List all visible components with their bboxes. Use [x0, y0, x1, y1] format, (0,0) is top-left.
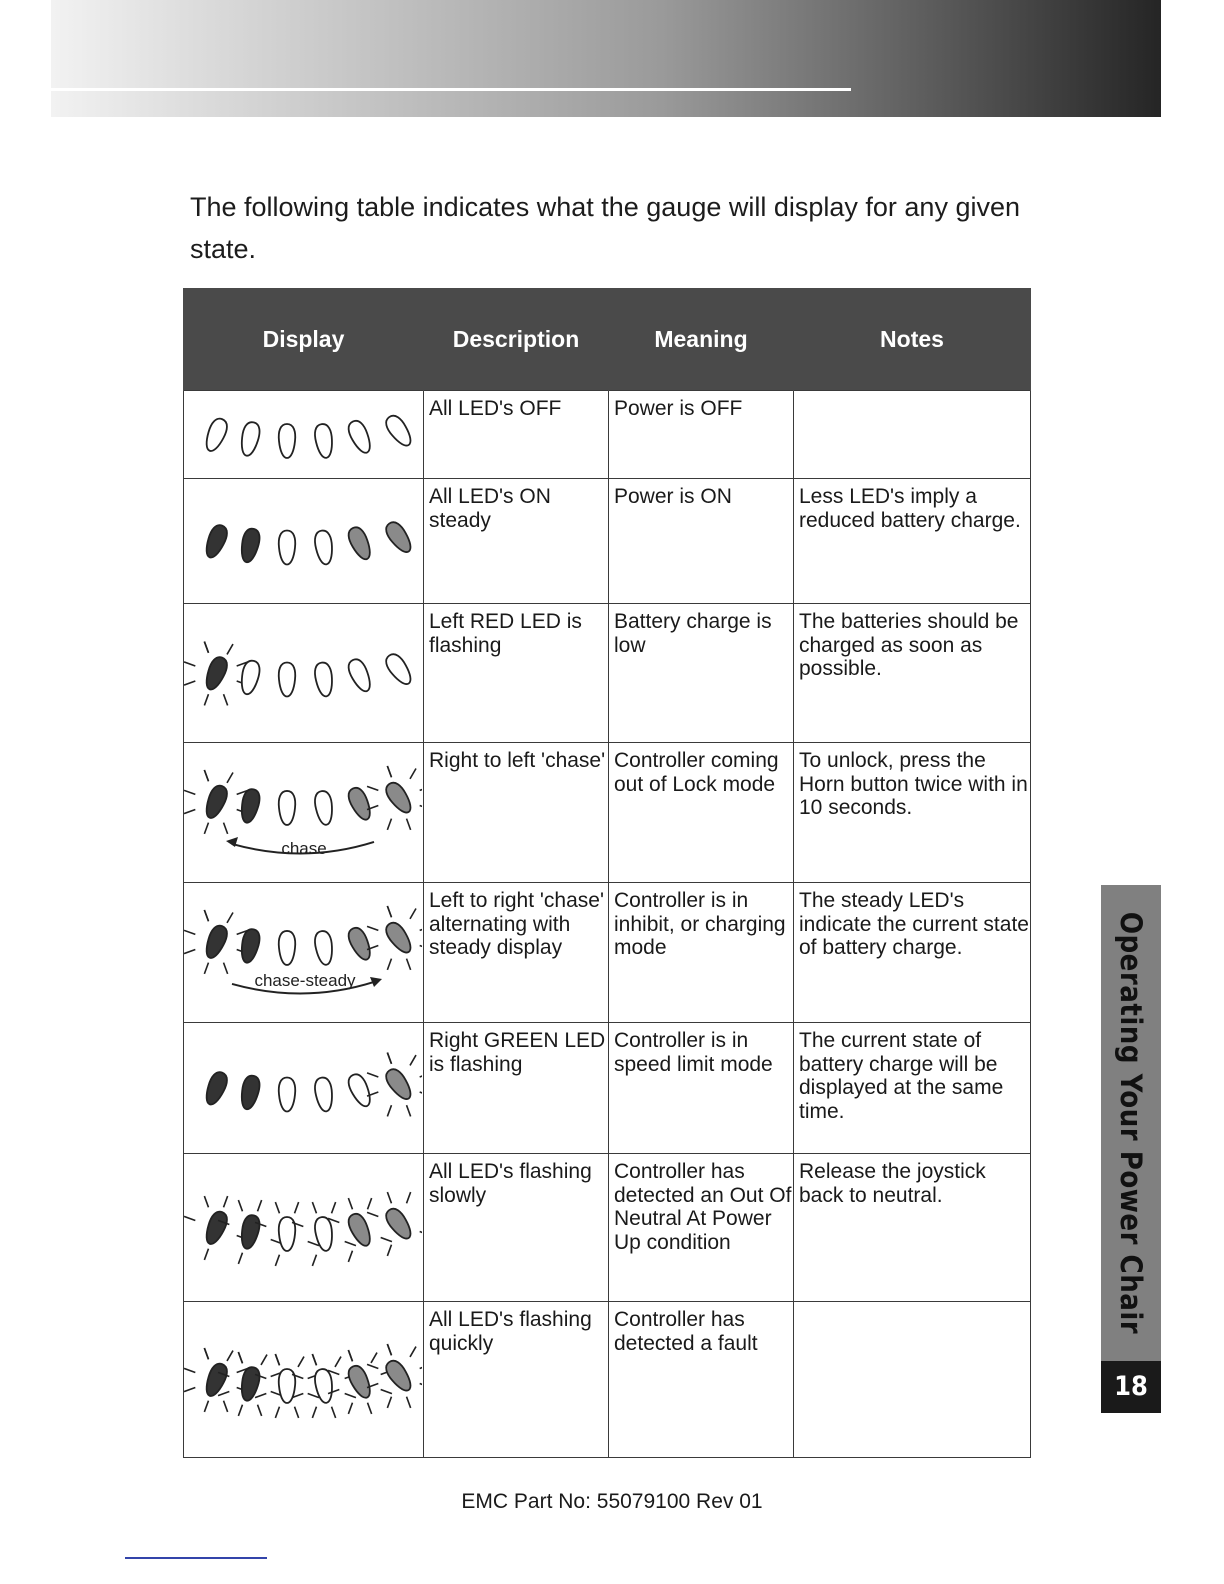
flash-ray-icon — [367, 1212, 378, 1216]
flash-ray-icon — [387, 1396, 391, 1407]
bottom-link-line — [125, 1557, 267, 1559]
flash-ray-icon — [381, 1389, 392, 1393]
flash-ray-icon — [407, 1192, 411, 1203]
led-icon — [382, 518, 415, 555]
flash-ray-icon — [368, 1402, 372, 1413]
flash-ray-icon — [420, 1231, 422, 1235]
flash-ray-icon — [298, 1356, 304, 1366]
meaning-cell: Power is ON — [609, 479, 794, 604]
flash-ray-icon — [312, 1254, 316, 1265]
flash-ray-icon — [258, 1200, 262, 1211]
section-side-tab — [1101, 885, 1161, 1361]
led-gauge-icon — [184, 1303, 422, 1457]
led-icon — [313, 423, 334, 459]
led-icon — [345, 524, 374, 562]
flash-ray-icon — [184, 1368, 195, 1372]
led-icon — [345, 1071, 374, 1109]
led-display-cell — [184, 883, 424, 1023]
flash-ray-icon — [420, 945, 422, 949]
meaning-cell: Battery charge is low — [609, 604, 794, 743]
flash-ray-icon — [348, 1198, 352, 1209]
flash-ray-icon — [218, 1391, 229, 1395]
led-icon — [202, 1069, 230, 1107]
flash-ray-icon — [204, 1248, 208, 1259]
led-icon — [313, 1216, 334, 1252]
led-display-cell — [184, 1023, 424, 1154]
flash-ray-icon — [387, 1344, 391, 1355]
flash-ray-icon — [312, 1406, 316, 1417]
led-icon — [345, 656, 374, 694]
flash-ray-icon — [420, 1383, 422, 1387]
flash-ray-icon — [367, 1072, 378, 1076]
flash-ray-icon — [275, 1254, 279, 1265]
led-gauge-icon — [184, 1024, 422, 1153]
flash-ray-icon — [227, 912, 233, 922]
flash-ray-icon — [407, 958, 411, 969]
flash-ray-icon — [348, 1250, 352, 1261]
flash-ray-icon — [184, 1387, 195, 1391]
notes-cell: To unlock, press the Horn button twice with in 10 seconds. — [794, 743, 1031, 883]
table-row — [184, 1302, 1031, 1458]
flash-ray-icon — [387, 1244, 391, 1255]
flash-ray-icon — [332, 1202, 336, 1213]
led-icon — [238, 420, 261, 457]
flash-ray-icon — [345, 1241, 356, 1245]
flash-ray-icon — [407, 1396, 411, 1407]
flash-ray-icon — [420, 926, 422, 930]
flash-ray-icon — [295, 1202, 299, 1213]
table-row — [184, 883, 1031, 1023]
flash-ray-icon — [420, 786, 422, 790]
table-row — [184, 479, 1031, 604]
table-row — [184, 743, 1031, 883]
header-description: Description — [424, 288, 609, 391]
led-display-cell — [184, 1154, 424, 1302]
flash-ray-icon — [204, 641, 208, 652]
flash-ray-icon — [184, 949, 195, 953]
led-gauge-icon — [184, 480, 422, 603]
flash-ray-icon — [410, 908, 416, 918]
notes-cell: Less LED's imply a reduced battery charge. — [794, 479, 1031, 604]
flash-ray-icon — [420, 1072, 422, 1076]
flash-ray-icon — [261, 1354, 267, 1364]
header-rule — [51, 88, 851, 91]
led-icon — [313, 789, 334, 825]
table-row — [184, 604, 1031, 743]
notes-cell — [794, 391, 1031, 479]
flash-ray-icon — [275, 1202, 279, 1213]
led-icon — [382, 779, 415, 816]
led-display-cell — [184, 743, 424, 883]
led-icon — [382, 412, 415, 449]
flash-ray-icon — [371, 1352, 377, 1362]
flash-ray-icon — [184, 681, 195, 685]
flash-ray-icon — [238, 1252, 242, 1263]
flash-ray-icon — [420, 1364, 422, 1368]
flash-ray-icon — [204, 1348, 208, 1359]
flash-ray-icon — [348, 1350, 352, 1361]
page-number: 18 — [1101, 1361, 1161, 1413]
description-cell: All LED's flashing slowly — [424, 1154, 609, 1302]
table-row — [184, 391, 1031, 479]
flash-ray-icon — [335, 1356, 341, 1366]
flash-ray-icon — [387, 958, 391, 969]
flash-ray-icon — [387, 906, 391, 917]
description-cell: Left RED LED is flashing — [424, 604, 609, 743]
led-icon — [313, 1076, 334, 1112]
notes-cell: The steady LED's indicate the current state of battery charge. — [794, 883, 1031, 1023]
flash-ray-icon — [184, 661, 195, 665]
led-icon — [382, 1205, 415, 1242]
description-cell: All LED's OFF — [424, 391, 609, 479]
led-icon — [279, 1077, 295, 1111]
flash-ray-icon — [407, 818, 411, 829]
table-row — [184, 1023, 1031, 1154]
header-notes: Notes — [794, 288, 1031, 391]
description-cell: Left to right 'chase' alternating with steady display — [424, 883, 609, 1023]
led-icon — [313, 1368, 334, 1404]
flash-ray-icon — [204, 910, 208, 921]
led-icon — [382, 919, 415, 956]
description-cell: Right GREEN LED is flashing — [424, 1023, 609, 1154]
notes-cell — [794, 1302, 1031, 1458]
flash-ray-icon — [238, 1404, 242, 1415]
flash-ray-icon — [367, 786, 378, 790]
flash-ray-icon — [381, 1237, 392, 1241]
flash-ray-icon — [387, 766, 391, 777]
flash-ray-icon — [227, 1350, 233, 1360]
flash-ray-icon — [332, 1406, 336, 1417]
led-icon — [345, 785, 374, 823]
flash-ray-icon — [204, 962, 208, 973]
flash-ray-icon — [224, 1196, 228, 1207]
flash-ray-icon — [345, 1393, 356, 1397]
flash-ray-icon — [238, 1352, 242, 1363]
flash-ray-icon — [204, 770, 208, 781]
led-display-cell — [184, 1302, 424, 1458]
description-cell: All LED's flashing quickly — [424, 1302, 609, 1458]
flash-ray-icon — [204, 1400, 208, 1411]
led-icon — [202, 416, 230, 454]
led-gauge-icon — [184, 1155, 422, 1301]
notes-cell: Release the joystick back to neutral. — [794, 1154, 1031, 1302]
led-icon — [279, 790, 295, 824]
flash-ray-icon — [420, 805, 422, 809]
led-icon — [238, 1074, 261, 1111]
flash-ray-icon — [224, 822, 228, 833]
meaning-cell: Controller has detected a fault — [609, 1302, 794, 1458]
flash-ray-icon — [410, 1055, 416, 1065]
led-icon — [382, 1357, 415, 1394]
led-icon — [313, 929, 334, 965]
table-row — [184, 1154, 1031, 1302]
led-gauge-icon — [184, 884, 422, 1022]
flash-ray-icon — [348, 1402, 352, 1413]
led-icon — [313, 661, 334, 697]
led-display-cell — [184, 391, 424, 479]
led-icon — [345, 925, 374, 963]
gauge-table — [183, 288, 1031, 1458]
chase-label: chase — [281, 838, 327, 858]
flash-ray-icon — [312, 1354, 316, 1365]
intro-text: The following table indicates what the gauge will display for any given state. — [190, 192, 1020, 264]
header-meaning: Meaning — [609, 288, 794, 391]
led-icon — [279, 930, 295, 964]
flash-ray-icon — [387, 1192, 391, 1203]
led-icon — [202, 783, 230, 821]
flash-ray-icon — [204, 1196, 208, 1207]
flash-ray-icon — [224, 1400, 228, 1411]
section-title: Operating Your Power Chair — [1114, 911, 1148, 1335]
led-icon — [345, 418, 374, 456]
flash-ray-icon — [184, 809, 195, 813]
flash-ray-icon — [255, 1393, 266, 1397]
flash-ray-icon — [407, 1105, 411, 1116]
flash-ray-icon — [368, 1198, 372, 1209]
flash-ray-icon — [275, 1406, 279, 1417]
meaning-cell: Controller has detected an Out Of Neutral At Power Up condition — [609, 1154, 794, 1302]
led-display-cell — [184, 479, 424, 604]
footer-part-number: EMC Part No: 55079100 Rev 01 — [461, 1490, 763, 1513]
led-display-cell — [184, 604, 424, 743]
flash-ray-icon — [204, 822, 208, 833]
led-icon — [279, 530, 295, 564]
led-icon — [238, 1213, 261, 1250]
led-icon — [279, 662, 295, 696]
meaning-cell: Controller is in inhibit, or charging mode — [609, 883, 794, 1023]
flash-ray-icon — [387, 818, 391, 829]
notes-cell: The batteries should be charged as soon as possible. — [794, 604, 1031, 743]
led-icon — [382, 650, 415, 687]
led-gauge-icon — [184, 744, 422, 882]
flash-ray-icon — [367, 926, 378, 930]
led-icon — [202, 522, 230, 560]
description-cell: Right to left 'chase' — [424, 743, 609, 883]
flash-ray-icon — [367, 1364, 378, 1368]
led-gauge-icon — [184, 392, 422, 478]
flash-ray-icon — [184, 1216, 195, 1220]
flash-ray-icon — [227, 772, 233, 782]
led-icon — [279, 424, 295, 458]
flash-ray-icon — [312, 1202, 316, 1213]
led-icon — [313, 529, 334, 565]
flash-ray-icon — [275, 1354, 279, 1365]
meaning-cell: Controller coming out of Lock mode — [609, 743, 794, 883]
flash-ray-icon — [184, 790, 195, 794]
flash-ray-icon — [410, 768, 416, 778]
led-icon — [382, 1065, 415, 1102]
flash-ray-icon — [238, 1200, 242, 1211]
meaning-cell: Controller is in speed limit mode — [609, 1023, 794, 1154]
flash-ray-icon — [387, 1052, 391, 1063]
table-header-row — [184, 288, 1031, 391]
header-band — [51, 0, 1161, 117]
flash-ray-icon — [387, 1105, 391, 1116]
led-icon — [202, 1209, 230, 1247]
led-icon — [202, 654, 230, 692]
flash-ray-icon — [184, 930, 195, 934]
flash-ray-icon — [224, 694, 228, 705]
header-display: Display — [184, 288, 424, 391]
flash-ray-icon — [420, 1092, 422, 1096]
description-cell: All LED's ON steady — [424, 479, 609, 604]
flash-ray-icon — [204, 694, 208, 705]
flash-ray-icon — [295, 1406, 299, 1417]
led-icon — [202, 923, 230, 961]
flash-ray-icon — [258, 1404, 262, 1415]
flash-ray-icon — [224, 962, 228, 973]
notes-cell: The current state of battery charge will be displayed at the same time. — [794, 1023, 1031, 1154]
led-icon — [238, 527, 261, 564]
flash-ray-icon — [227, 644, 233, 654]
meaning-cell: Power is OFF — [609, 391, 794, 479]
flash-ray-icon — [410, 1346, 416, 1356]
led-gauge-icon — [184, 605, 422, 742]
chase-steady-label: chase-steady — [254, 970, 356, 990]
